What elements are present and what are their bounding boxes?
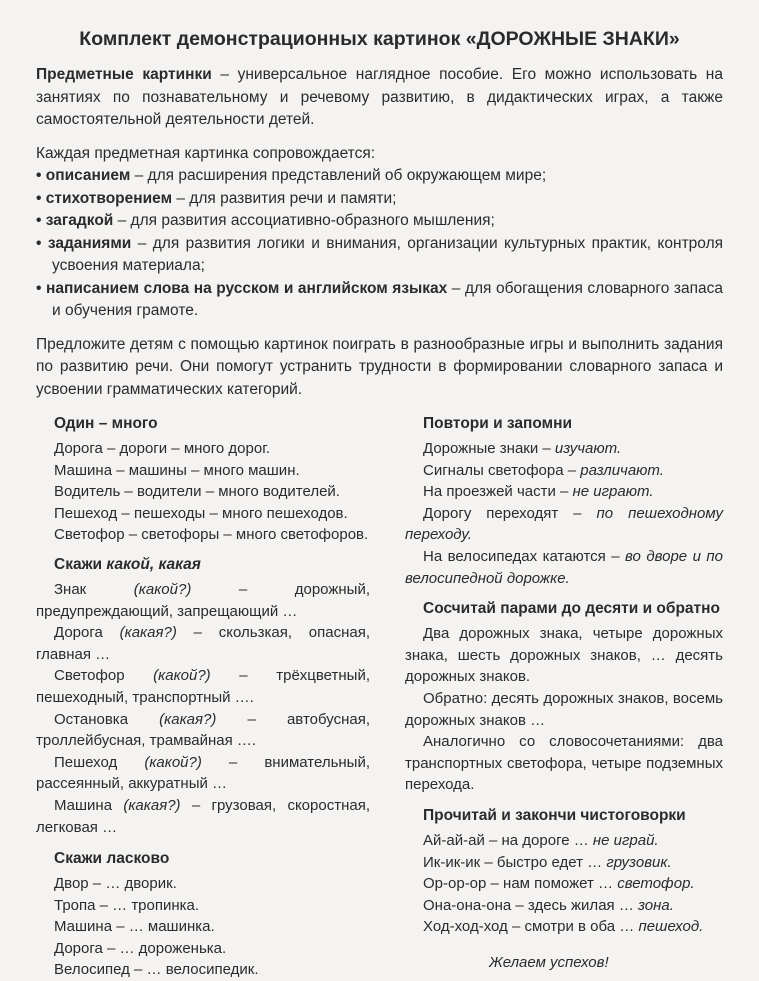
section-line xyxy=(405,731,723,796)
section-line xyxy=(405,623,723,688)
section-line xyxy=(36,795,370,838)
page-title: Комплект демонстрационных картинок «ДОРОЖНЫЕ ЗНАКИ» xyxy=(79,28,680,50)
section-line xyxy=(36,460,370,482)
section-heading xyxy=(405,598,723,620)
section-line xyxy=(405,688,723,731)
text-segment: Двор – … дворик. xyxy=(54,875,177,893)
section-line xyxy=(36,938,370,960)
section-line xyxy=(36,873,370,895)
text-segment: (какая?) xyxy=(123,796,181,814)
text-segment: Машина xyxy=(54,796,124,814)
section-line xyxy=(405,546,723,589)
bullet-icon: • xyxy=(36,234,48,252)
text-segment: грузовик. xyxy=(606,853,672,871)
section-heading xyxy=(405,805,723,827)
text-segment: изучают. xyxy=(554,440,622,457)
text-segment: – для развития речи и памяти; xyxy=(172,189,397,207)
text-segment: Сигналы светофора – xyxy=(423,461,581,479)
section-line xyxy=(405,916,723,938)
text-segment: (какой?) xyxy=(144,753,202,771)
section-line xyxy=(36,752,370,795)
text-segment: Аналогично со словосочетаниями: два транспортных светофора, четыре подземных перехода. xyxy=(405,733,723,794)
text-segment: Прочитай и закончи чистоговорки xyxy=(423,806,686,824)
intro-text xyxy=(36,64,723,132)
accompany-block xyxy=(36,143,723,323)
text-segment: – дорожный, предупреждающий, запрещающий … xyxy=(36,580,371,620)
text-segment: Дорогу переходят – xyxy=(423,504,597,522)
list-item xyxy=(36,210,723,233)
text-segment: – автобусная, троллейбусная, трамвайная …. xyxy=(36,710,370,750)
text-segment: Светофор – светофоры – много светофоров. xyxy=(54,526,369,544)
text-segment: не играй. xyxy=(592,831,659,849)
text-segment: Машина – … машинка. xyxy=(54,918,215,936)
closing-text: Желаем успехов! xyxy=(489,953,609,971)
text-segment: Ход-ход-ход – смотри в оба … xyxy=(423,918,639,936)
text-segment: Скажи xyxy=(54,555,107,573)
text-segment: (какая?) xyxy=(119,624,177,642)
accompany-list xyxy=(36,165,723,323)
section-line xyxy=(405,460,723,482)
section-line xyxy=(405,481,723,503)
text-segment: Остановка xyxy=(54,710,160,728)
section-body xyxy=(405,830,723,938)
section-line xyxy=(405,438,723,460)
text-segment: Скажи ласково xyxy=(54,850,170,868)
section-line xyxy=(405,503,723,546)
text-segment: по пешеходному переходу. xyxy=(405,504,723,544)
text-segment: Сосчитай парами до десяти и обратно xyxy=(423,600,720,618)
text-segment: Знак xyxy=(54,580,134,598)
text-segment: Машина – машины – много машин. xyxy=(54,461,300,479)
text-segment: во дворе и по велосипедной дорожке. xyxy=(405,547,723,587)
left-column xyxy=(36,413,370,981)
section-line xyxy=(36,622,370,665)
text-segment: Два дорожных знака, четыре дорожных знака, шесть дорожных знаков, … десять дорожных знаков. xyxy=(405,625,723,686)
section-line xyxy=(36,709,370,752)
text-segment: – для расширения представлений об окружающем мире; xyxy=(130,167,547,184)
text-segment: – универсальное наглядное пособие. Его можно использовать на занятиях по познавательному и речевому развитию, в дидактических играх, а также самостоятельной деятельности детей. xyxy=(36,66,723,128)
section-heading xyxy=(36,554,370,576)
section-line xyxy=(405,830,723,852)
text-segment: Повтори и запомни xyxy=(423,415,573,432)
section-body xyxy=(36,438,370,546)
text-segment: – для обогащения словарного запаса и обучения грамоте. xyxy=(52,279,724,319)
text-segment: описанием xyxy=(45,167,131,184)
text-segment: Тропа – … тропинка. xyxy=(54,896,200,914)
text-segment: Пешеход xyxy=(54,753,145,771)
section-line xyxy=(36,959,370,981)
section-line xyxy=(36,481,370,503)
text-segment: пешеход. xyxy=(638,918,704,936)
suggest-paragraph xyxy=(36,334,723,402)
section-line xyxy=(36,524,370,546)
list-item xyxy=(36,233,723,278)
text-segment: Один – много xyxy=(54,415,158,432)
right-column xyxy=(405,413,723,938)
text-segment: На проезжей части – xyxy=(423,483,573,501)
section-line xyxy=(36,438,370,460)
text-segment: (какой?) xyxy=(153,667,211,685)
text-segment: Дорожные знаки – xyxy=(423,440,555,457)
text-segment: Ик-ик-ик – быстро едет … xyxy=(423,853,607,871)
section-line xyxy=(36,895,370,917)
text-segment: Светофор xyxy=(54,667,154,685)
text-segment: заданиями xyxy=(47,234,132,252)
text-segment: Дорога xyxy=(54,624,120,642)
text-segment: – для развития логики и внимания, организации культурных практик, контроля усвоения материала; xyxy=(52,234,724,274)
text-segment: (какой?) xyxy=(133,580,192,598)
text-segment: – скользкая, опасная, главная … xyxy=(36,624,370,663)
bullet-icon: • xyxy=(36,279,46,297)
bullet-icon: • xyxy=(36,189,46,207)
text-segment: Дорога – … дороженька. xyxy=(54,939,227,957)
text-segment: Предметные картинки xyxy=(36,66,212,83)
text-segment: различают. xyxy=(580,461,664,479)
section-line xyxy=(405,852,723,874)
section-line xyxy=(36,503,370,525)
suggest-text: Предложите детям с помощью картинок поиграть в разнообразные игры и выполнить задания по развитию речи. Они помогут устранить трудности в формировании словарного запаса и усвоении грамматических категорий. xyxy=(36,335,723,398)
text-segment: Ай-ай-ай – на дороге … xyxy=(423,831,593,849)
section-body xyxy=(36,579,370,838)
text-segment: стихотворением xyxy=(45,189,173,207)
text-segment: – трёхцветный, пешеходный, транспортный …. xyxy=(36,667,371,706)
text-segment: Обратно: десять дорожных знаков, восемь дорожных знаков … xyxy=(405,689,723,729)
text-segment: – грузовая, скоростная, легковая … xyxy=(36,796,370,836)
list-item xyxy=(36,188,723,211)
section-line xyxy=(405,873,723,895)
text-segment: какой, какая xyxy=(106,555,201,573)
bullet-icon: • xyxy=(36,212,46,229)
text-segment: написанием слова на русском и английском языках xyxy=(45,279,448,297)
text-segment: Дорога – дороги – много дорог. xyxy=(54,440,270,457)
section-line xyxy=(36,665,370,708)
section-line xyxy=(405,895,723,917)
text-segment: – внимательный, рассеянный, аккуратный … xyxy=(36,753,370,793)
text-segment: загадкой xyxy=(45,212,114,229)
section-heading xyxy=(36,848,370,870)
intro-paragraph xyxy=(36,64,723,132)
text-segment: На велосипедах катаются – xyxy=(423,547,626,565)
section-line xyxy=(36,916,370,938)
columns xyxy=(36,413,723,981)
text-segment: зона. xyxy=(638,896,674,914)
text-segment: светофор. xyxy=(617,875,695,893)
list-item xyxy=(36,165,723,188)
accompany-lead: Каждая предметная картинка сопровождается: xyxy=(36,144,376,162)
text-segment: Водитель – водители – много водителей. xyxy=(54,483,340,501)
text-segment: не играют. xyxy=(572,483,654,501)
right-column-wrap xyxy=(405,413,723,981)
text-segment: (какая?) xyxy=(159,710,217,728)
section-heading xyxy=(36,413,370,435)
bullet-icon: • xyxy=(36,167,46,184)
text-segment: – для развития ассоциативно-образного мышления; xyxy=(113,212,495,229)
text-segment: Она-она-она – здесь жилая … xyxy=(423,896,638,914)
section-body xyxy=(405,623,723,796)
text-segment: Ор-ор-ор – нам поможет … xyxy=(423,875,618,893)
list-item xyxy=(36,278,723,323)
text-segment: Пешеход – пешеходы – много пешеходов. xyxy=(54,504,348,522)
section-heading xyxy=(405,413,723,435)
text-segment: Велосипед – … велосипедик. xyxy=(54,961,259,979)
section-body xyxy=(405,438,723,589)
section-body xyxy=(36,873,370,981)
section-line xyxy=(36,579,370,622)
